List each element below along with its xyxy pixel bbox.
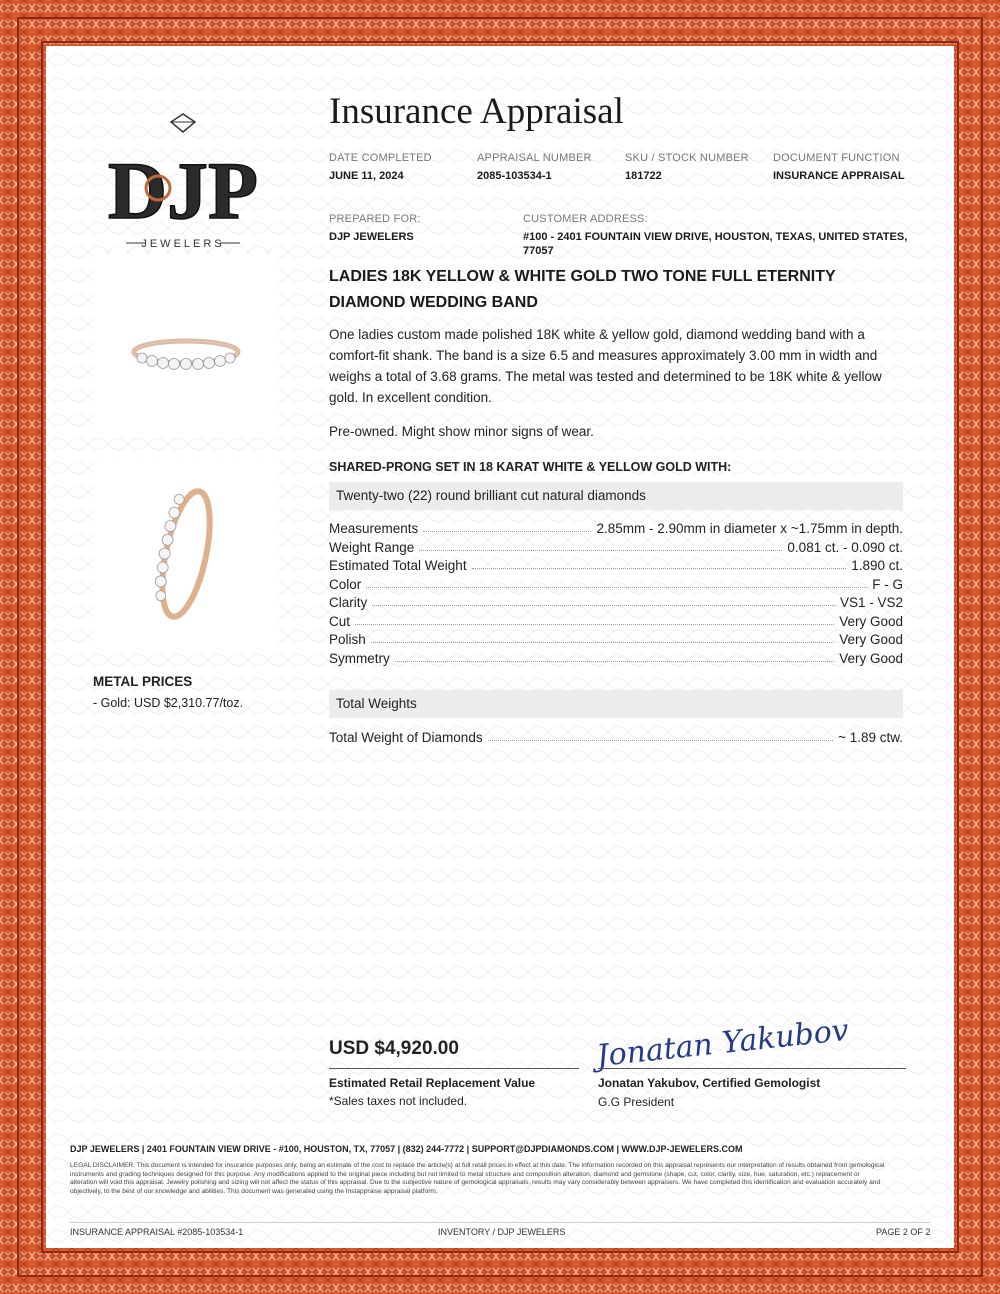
value-divider [329, 1068, 579, 1069]
item-title [329, 264, 889, 316]
date-completed-label: DATE COMPLETED [329, 152, 432, 164]
total-value: ~ 1.89 ctw. [838, 730, 903, 745]
spec-row-color [329, 574, 903, 592]
logo-graphic [108, 108, 258, 268]
description-line: comfort-fit shank. The band is a size 6.5 and measures approximately 3.00 mm in width and [329, 348, 878, 363]
logo-letters: DJP [108, 145, 258, 236]
prepared-for-label: PREPARED FOR: [329, 213, 421, 225]
stones-text: Twenty-two (22) round brilliant cut natural diamonds [336, 488, 646, 503]
spec-row-measurements [329, 518, 903, 536]
document-function-value: INSURANCE APPRAISAL [773, 170, 905, 182]
condition-note: Pre-owned. Might show minor signs of wear. [329, 424, 594, 439]
footer-inventory: INVENTORY / DJP JEWELERS [438, 1227, 566, 1237]
value-label: Estimated Retail Replacement Value [329, 1076, 536, 1090]
date-completed-value: JUNE 11, 2024 [329, 170, 404, 182]
appraisal-number-label: APPRAISAL NUMBER [477, 152, 592, 164]
spec-row-cut [329, 611, 903, 629]
total-label: Total Weight of Diamonds [329, 730, 483, 745]
disclaimer-line: instruments and grading techniques designed for this purpose. Any modifications applied to the original piece including but not limited to metal structure and composition alteration, diamond and gemstone (shape, cut, color, clarity, size, hue, saturation, etc.) replacement or [70, 1170, 860, 1178]
setting-heading: SHARED-PRONG SET IN 18 KARAT WHITE & YELLOW GOLD WITH: [329, 460, 732, 474]
sku-value: 181722 [625, 170, 662, 182]
signature: Jonatan Yakubov [594, 1012, 851, 1075]
spec-row-symmetry [329, 648, 903, 666]
totals-bar [329, 690, 903, 718]
description-line: One ladies custom made polished 18K white & yellow gold, diamond wedding band with a [329, 327, 865, 342]
product-image-angle [94, 462, 278, 646]
disclaimer-line: objectively, to the best of our knowledge and abilities. This document was generated using the Instappraise appraisal platform. [70, 1187, 438, 1195]
spec-label: Measurements [329, 521, 419, 536]
item-title-line1: LADIES 18K YELLOW & WHITE GOLD TWO TONE FULL ETERNITY [329, 268, 836, 285]
signer-title: G.G President [598, 1095, 675, 1109]
customer-address-label: CUSTOMER ADDRESS: [523, 213, 648, 225]
signature-divider [598, 1068, 906, 1069]
appraised-value: USD $4,920.00 [329, 1038, 459, 1059]
gold-price: - Gold: USD $2,310.77/toz. [93, 696, 244, 710]
spec-label: Polish [329, 632, 366, 647]
product-image-side [94, 254, 278, 438]
spec-label: Cut [329, 614, 351, 629]
disclaimer-line: alteration will void this appraisal. Jewelry polishing and sizing will not affect the status of this appraisal. Due to the subjective nature of gemological appraisals, results may vary considerably between appraisers. We have completed this identification and evaluation accurately and [70, 1179, 881, 1187]
spec-label: Symmetry [329, 651, 390, 666]
spec-label: Color [329, 577, 362, 592]
footer-divider [70, 1222, 930, 1223]
item-title-line2: DIAMOND WEDDING BAND [329, 294, 538, 311]
spec-value: Very Good [839, 632, 903, 647]
spec-row-polish [329, 629, 903, 647]
spec-value: Very Good [839, 651, 903, 666]
ring-angle-view [94, 462, 278, 646]
signer-name: Jonatan Yakubov, Certified Gemologist [598, 1076, 821, 1090]
footer-page-number: PAGE 2 OF 2 [876, 1227, 931, 1237]
prepared-for-value: DJP JEWELERS [329, 231, 414, 243]
spec-value: 2.85mm - 2.90mm in diameter x ~1.75mm in depth. [596, 521, 903, 536]
spec-label: Clarity [329, 595, 368, 610]
appraisal-number-value: 2085-103534-1 [477, 170, 552, 182]
customer-address-line2: 77057 [523, 245, 554, 257]
certificate-paper [48, 48, 952, 1246]
item-description [329, 324, 909, 408]
spec-value: Very Good [839, 614, 903, 629]
logo-subtitle: JEWELERS [141, 238, 225, 250]
description-line: weighs a total of 3.68 grams. The metal was tested and determined to be 18K white & yellow [329, 369, 882, 384]
document-function-label: DOCUMENT FUNCTION [773, 152, 900, 164]
spec-label: Weight Range [329, 540, 415, 555]
djp-logo [108, 108, 258, 268]
spec-row-clarity [329, 592, 903, 610]
spec-row-total-weight [329, 555, 903, 573]
page-title: Insurance Appraisal [329, 91, 624, 132]
spec-row-weight-range [329, 537, 903, 555]
footer-appraisal-id: INSURANCE APPRAISAL #2085-103534-1 [70, 1227, 244, 1237]
legal-disclaimer [70, 1162, 934, 1196]
spec-value: 0.081 ct. - 0.090 ct. [787, 540, 903, 555]
sku-label: SKU / STOCK NUMBER [625, 152, 749, 164]
tax-note: *Sales taxes not included. [329, 1094, 468, 1108]
metal-prices-heading: METAL PRICES [93, 674, 193, 689]
footer-contact: DJP JEWELERS | 2401 FOUNTAIN VIEW DRIVE - #100, HOUSTON, TX, 77057 | (832) 244-7772 | SUPPORT@DJPDIAMONDS.COM | WWW.DJP-JEWELERS.COM [70, 1144, 743, 1154]
ring-side-view [94, 254, 278, 438]
description-line: gold. In excellent condition. [329, 390, 492, 405]
total-weight-row [329, 727, 903, 745]
diamond-icon [171, 114, 195, 132]
disclaimer-line: LEGAL DISCLAIMER: This document is intended for insurance purposes only, being an estimate of the cost to replace the article(s) at full retail prices in effect at this date. The information recorded on this appraisal represents our interpretation of results obtained from gemological [70, 1162, 885, 1169]
customer-address-line1: #100 - 2401 FOUNTAIN VIEW DRIVE, HOUSTON, TEXAS, UNITED STATES, [523, 231, 908, 243]
stones-bar [329, 482, 903, 510]
spec-label: Estimated Total Weight [329, 558, 467, 573]
spec-value: 1.890 ct. [851, 558, 903, 573]
spec-value: VS1 - VS2 [839, 595, 903, 610]
totals-heading: Total Weights [336, 696, 417, 711]
spec-value: F - G [872, 577, 903, 592]
